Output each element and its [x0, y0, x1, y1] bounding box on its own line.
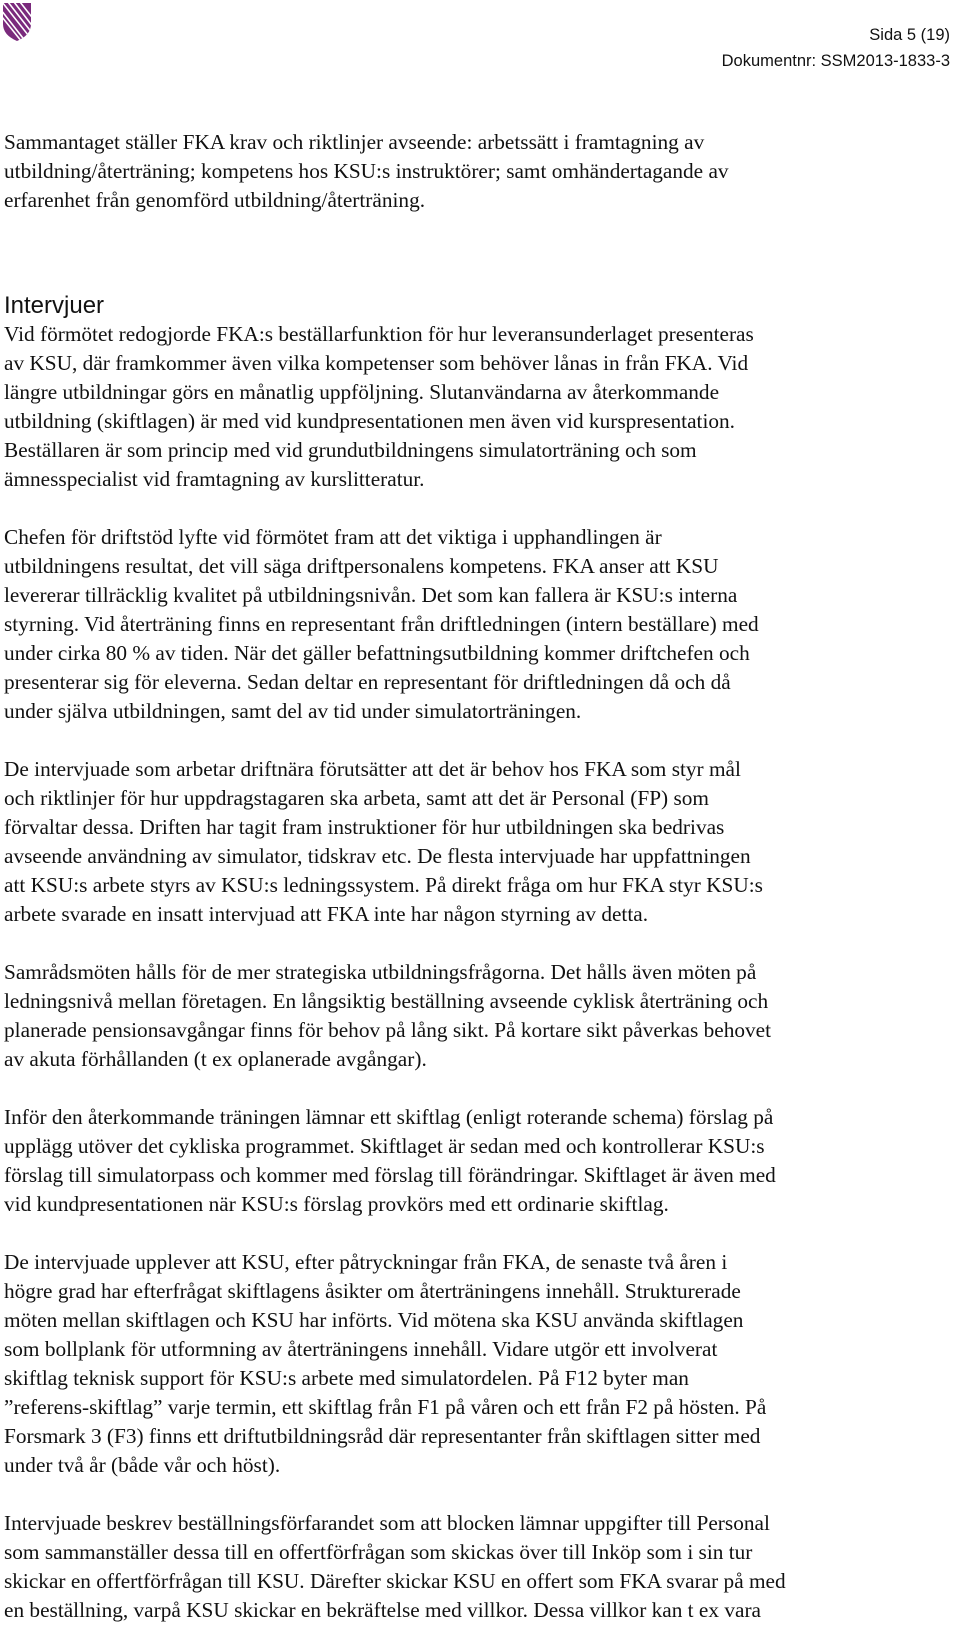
text-line: arbete svarade en insatt intervjuad att FKA inte har någon styrning av detta.	[4, 902, 649, 926]
text-line: av KSU, där framkommer även vilka kompetenser som behöver lånas in från FKA. Vid	[4, 351, 749, 375]
text-line: Beställaren är som princip med vid grundutbildningens simulatorträning och som	[4, 438, 697, 462]
document-body	[4, 128, 956, 1625]
text-line: ”referens-skiftlag” varje termin, ett skiftlag från F1 på våren och ett från F2 på hösten. På	[4, 1395, 767, 1419]
text-line: att KSU:s arbete styrs av KSU:s ledningssystem. På direkt fråga om hur FKA styr KSU:s	[4, 873, 763, 897]
text-line: Samrådsmöten hålls för de mer strategiska utbildningsfrågorna. Det hålls även möten på	[4, 960, 757, 984]
text-line: förvaltar dessa. Driften har tagit fram instruktioner för hur utbildningen ska bedrivas	[4, 815, 725, 839]
text-line: De intervjuade upplever att KSU, efter påtryckningar från FKA, de senaste två åren i	[4, 1250, 728, 1274]
text-line: Inför den återkommande träningen lämnar ett skiftlag (enligt roterande schema) förslag på	[4, 1105, 774, 1129]
text-line: möten mellan skiftlagen och KSU har införts. Vid mötena ska KSU använda skiftlagen	[4, 1308, 744, 1332]
text-line: utbildning (skiftlagen) är med vid kundpresentationen men även vid kurspresentation.	[4, 409, 736, 433]
text-line: högre grad har efterfrågat skiftlagens åsikter om återträningens innehåll. Strukturerade	[4, 1279, 741, 1303]
text-line: avseende användning av simulator, tidskrav etc. De flesta intervjuade har uppfattningen	[4, 844, 751, 868]
text-line: Intervjuade beskrev beställningsförfarandet som att blocken lämnar uppgifter till Personal	[4, 1511, 770, 1535]
text-line: skickar en offertförfrågan till KSU. Därefter skickar KSU en offert som FKA svarar på med	[4, 1569, 786, 1593]
text-line: och riktlinjer för hur uppdragstagaren ska arbeta, samt att det är Personal (FP) som	[4, 786, 709, 810]
text-line: vid kundpresentationen när KSU:s förslag provkörs med ett ordinarie skiftlag.	[4, 1192, 669, 1216]
page-header	[722, 22, 950, 74]
paragraph	[4, 755, 956, 929]
intro-paragraph	[4, 128, 956, 215]
section-heading: Intervjuer	[4, 292, 105, 319]
text-line: De intervjuade som arbetar driftnära förutsätter att det är behov hos FKA som styr mål	[4, 757, 741, 781]
text-line: av akuta förhållanden (t ex oplanerade avgångar).	[4, 1047, 427, 1071]
paragraph	[4, 1509, 956, 1625]
paragraph	[4, 523, 956, 726]
text-line: Forsmark 3 (F3) finns ett driftutbildningsråd där representanter från skiftlagen sitter med	[4, 1424, 761, 1448]
text-line: utbildningens resultat, det vill säga driftpersonalens kompetens. FKA anser att KSU	[4, 554, 719, 578]
intro-line: utbildning/återträning; kompetens hos KSU:s instruktörer; samt omhändertagande av	[4, 159, 729, 183]
text-line: Chefen för driftstöd lyfte vid förmötet fram att det viktiga i upphandlingen är	[4, 525, 662, 549]
paragraph	[4, 1103, 956, 1219]
intro-line: erfarenhet från genomförd utbildning/återträning.	[4, 188, 426, 212]
paragraph	[4, 1248, 956, 1480]
paragraph	[4, 958, 956, 1074]
text-line: skiftlag teknisk support för KSU:s arbete med simulatordelen. På F12 byter man	[4, 1366, 689, 1390]
text-line: förslag till simulatorpass och kommer med förslag till förändringar. Skiftlaget är även med	[4, 1163, 776, 1187]
text-line: en beställning, varpå KSU skickar en bekräftelse med villkor. Dessa villkor kan t ex vara	[4, 1598, 761, 1622]
text-line: levererar tillräcklig kvalitet på utbildningsnivån. Det som kan fallera är KSU:s interna	[4, 583, 738, 607]
shield-logo-icon	[2, 2, 32, 42]
intro-line: Sammantaget ställer FKA krav och riktlinjer avseende: arbetssätt i framtagning av	[4, 130, 705, 154]
text-line: ämnesspecialist vid framtagning av kurslitteratur.	[4, 467, 425, 491]
page-number: Sida 5 (19)	[869, 26, 950, 44]
text-line: presenterar sig för eleverna. Sedan deltar en representant för driftledningen då och då	[4, 670, 731, 694]
document-number: Dokumentnr: SSM2013-1833-3	[721, 52, 950, 70]
text-line: planerade pensionsavgångar finns för behov på lång sikt. På kortare sikt påverkas behovet	[4, 1018, 772, 1042]
text-line: som bollplank för utformning av återträningens innehåll. Vidare utgör ett involverat	[4, 1337, 718, 1361]
text-line: längre utbildningar görs en månatlig uppföljning. Slutanvändarna av återkommande	[4, 380, 720, 404]
text-line: upplägg utöver det cykliska programmet. Skiftlaget är sedan med och kontrollerar KSU:s	[4, 1134, 765, 1158]
text-line: ledningsnivå mellan företagen. En långsiktig beställning avseende cyklisk återträning och	[4, 989, 769, 1013]
text-line: under själva utbildningen, samt del av tid under simulatorträningen.	[4, 699, 582, 723]
text-line: som sammanställer dessa till en offertförfrågan som skickas över till Inköp som i sin tur	[4, 1540, 753, 1564]
text-line: styrning. Vid återträning finns en representant från driftledningen (intern beställare) med	[4, 612, 759, 636]
text-line: Vid förmötet redogjorde FKA:s beställarfunktion för hur leveransunderlaget presenteras	[4, 322, 754, 346]
paragraph	[4, 320, 956, 494]
text-line: under cirka 80 % av tiden. När det gäller befattningsutbildning kommer driftchefen och	[4, 641, 750, 665]
text-line: under två år (både vår och höst).	[4, 1453, 281, 1477]
